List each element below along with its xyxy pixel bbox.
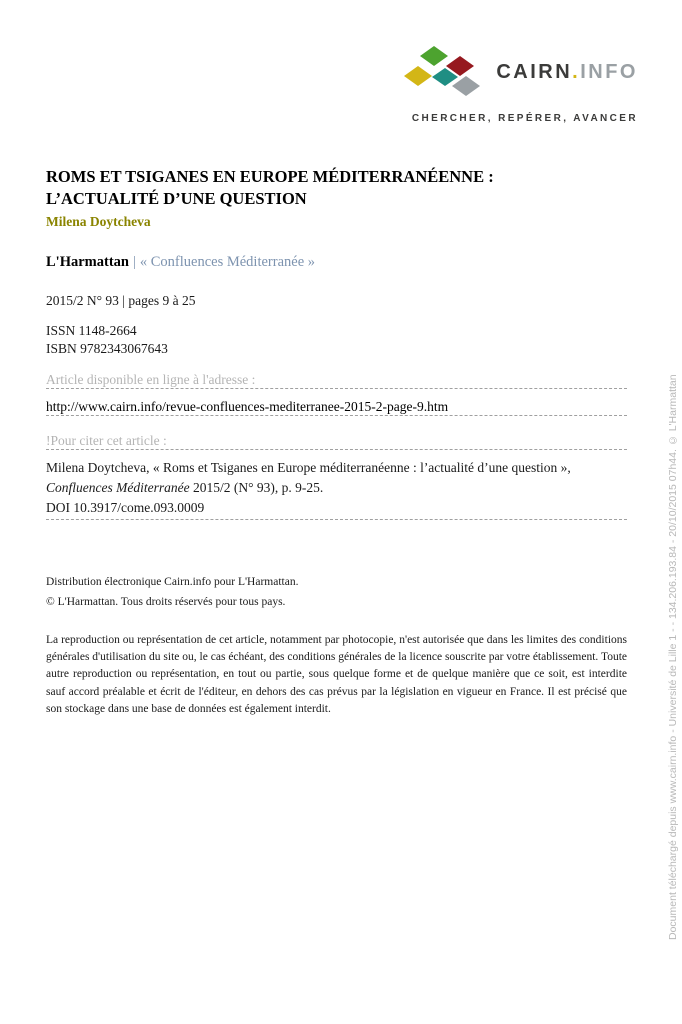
dashed-divider: [46, 415, 627, 416]
cairn-brand-text: [496, 61, 638, 84]
brand-suffix: INFO: [580, 60, 638, 83]
cairn-logo-mark-icon: [404, 44, 482, 100]
citation-block: [46, 458, 627, 519]
cairn-tagline: CHERCHER, REPÉRER, AVANCER: [411, 113, 638, 124]
dashed-divider: [46, 449, 627, 450]
isbn: ISBN 9782343067643: [46, 341, 168, 357]
brand-dot: .: [572, 60, 581, 83]
article-title-line1: ROMS ET TSIGANES EN EUROPE MÉDITERRANÉENNE :: [46, 167, 494, 186]
available-online-label: Article disponible en ligne à l'adresse :: [46, 371, 256, 387]
article-metadata: [46, 166, 627, 718]
citation-text-end: 2015/2 (N° 93), p. 9-25.: [189, 480, 324, 496]
article-url-link[interactable]: http://www.cairn.info/revue-confluences-mediterranee-2015-2-page-9.htm: [46, 398, 449, 414]
dashed-divider: [46, 388, 627, 389]
identifiers: [46, 322, 627, 359]
legal-notice: La reproduction ou représentation de cet article, notamment par photocopie, n'est autorisée que dans les limites des conditions générales d'utilisation du site ou, le cas échéant, des conditions générales de la licence souscrite par votre établissement. Toute autre reproduction ou représentation, en tout ou partie, sous quelque forme et de quelque manière que ce soit, est interdite sauf accord préalable et écrit de l'éditeur, en dehors des cas prévus par la législation en vigueur en France. Il est précisé que son stockage dans une base de données est également interdit.: [46, 633, 627, 715]
publisher-name: L'Harmattan: [46, 253, 129, 270]
journal-name-link[interactable]: « Confluences Méditerranée »: [139, 253, 316, 270]
distribution-line: Distribution électronique Cairn.info pour L'Harmattan.: [46, 575, 299, 588]
copyright-line: © L'Harmattan. Tous droits réservés pour tous pays.: [46, 595, 286, 608]
cairn-logo-row: [404, 44, 638, 100]
article-author: Milena Doytcheva: [46, 213, 151, 229]
article-title: [46, 166, 627, 211]
doi: DOI 10.3917/come.093.0009: [46, 500, 205, 516]
brand-main: CAIRN: [496, 60, 573, 83]
download-watermark: Document téléchargé depuis www.cairn.info - Université de Lille 1 - - 134.206.193.84 - 20/10/2015 07h44. © L'Harmattan: [667, 374, 679, 940]
cite-label: !Pour citer cet article :: [46, 432, 167, 448]
cairn-logo: [404, 44, 638, 124]
publisher-separator: |: [132, 253, 136, 270]
citation-journal-italic: Confluences Méditerranée: [46, 480, 190, 496]
citation-text-start: Milena Doytcheva, « Roms et Tsiganes en Europe méditerranéenne : l’actualité d’une question »,: [46, 459, 571, 475]
dashed-divider: [46, 519, 627, 520]
issue-info: 2015/2 N° 93 | pages 9 à 25: [46, 292, 196, 308]
distribution-block: [46, 572, 627, 612]
publisher-line: [46, 254, 627, 271]
article-title-line2: L’ACTUALITÉ D’UNE QUESTION: [46, 189, 307, 209]
issn: ISSN 1148-2664: [46, 322, 137, 338]
